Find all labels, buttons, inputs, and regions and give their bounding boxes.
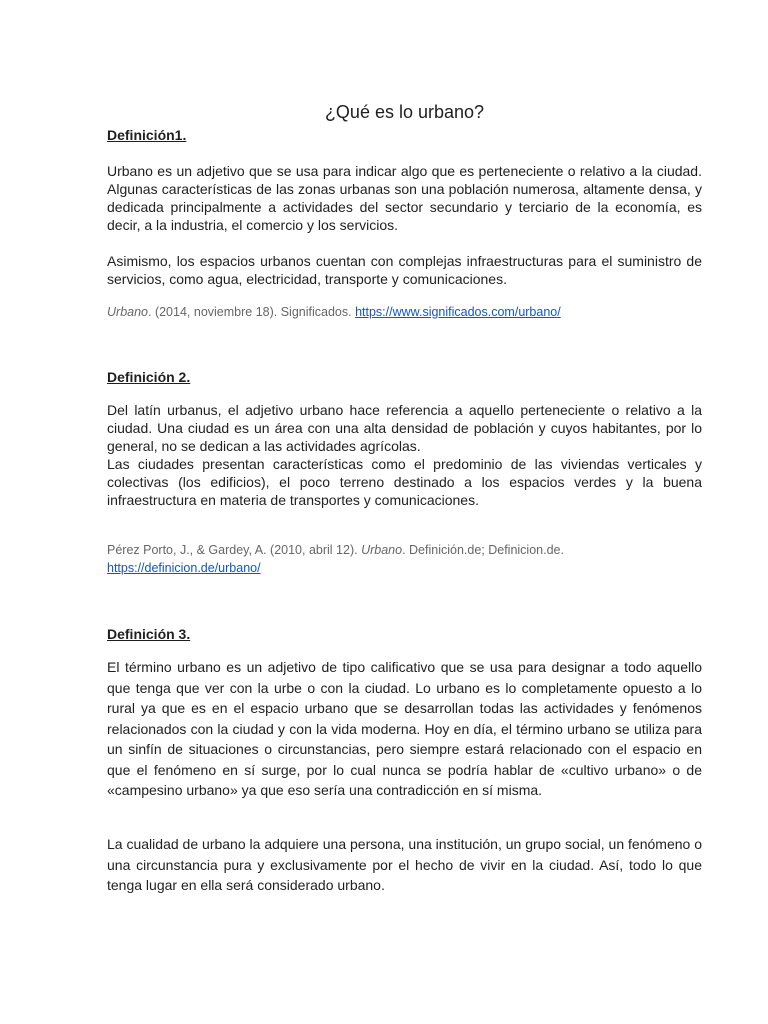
page-title: ¿Qué es lo urbano? [324, 102, 485, 122]
citation-text: . (2014, noviembre 18). Significados. [148, 305, 356, 319]
definition-3-paragraph-2: La cualidad de urbano la adquiere una persona, una institución, un grupo social, un fenómeno o una circunstancia pura y exclusivamente por el hecho de vivir en la ciudad. Así, todo lo que tenga lugar en ella será considerado urbano. [107, 836, 702, 893]
definition-2-citation [107, 541, 702, 577]
definition-2-paragraph-2: Las ciudades presentan características como el predominio de las viviendas verticales y colectivas (los edificios), el poco terreno destinado a los espacios verdes y la buena infraestructura en materia de transportes y comunicaciones. [107, 456, 702, 508]
definition-1-citation [107, 303, 702, 321]
citation-link[interactable]: https://definicion.de/urbano/ [107, 561, 261, 575]
citation-title: Urbano [361, 543, 403, 557]
definition-3-heading: Definición 3. [107, 626, 191, 642]
definition-3-paragraph-1: El término urbano es un adjetivo de tipo calificativo que se usa para designar a todo aquello que tenga que ver con la urbe o con la ciudad. Lo urbano es lo completamente opuesto a lo rural ya que es en el espacio urbano que se desarrollan todas las actividades y fenómenos relacionados con la ciudad y con la vida moderna. Hoy en día, el término urbano se utiliza para un sinfín de situaciones o circunstancias, pero siempre estará relacionado con el espacio en que el fenómeno en sí surge, por lo cual nunca se podría hablar de «cultivo urbano» o de «campesino urbano» ya que eso sería una contradicción en sí misma. [107, 659, 702, 798]
definition-1-heading: Definición1. [107, 127, 187, 143]
definition-1-paragraph-1: Urbano es un adjetivo que se usa para indicar algo que es perteneciente o relativo a la ciudad. Algunas características de las zonas urbanas son una población numerosa, altamente densa, y dedicada principalmente a actividades del sector secundario y terciario de la economía, es decir, a la industria, el comercio y los servicios. [107, 163, 702, 233]
definition-2-heading: Definición 2. [107, 369, 191, 385]
citation-authors: Pérez Porto, J., & Gardey, A. (2010, abril 12). [107, 543, 362, 557]
definition-1-paragraph-2: Asimismo, los espacios urbanos cuentan con complejas infraestructuras para el suministro de servicios, como agua, electricidad, transporte y comunicaciones. [107, 253, 702, 287]
citation-link[interactable]: https://www.significados.com/urbano/ [355, 305, 561, 319]
citation-title: Urbano [107, 305, 148, 319]
definition-2-paragraph-1: Del latín urbanus, el adjetivo urbano hace referencia a aquello perteneciente o relativo a la ciudad. Una ciudad es un área con una alta densidad de población y cuyos habitantes, por lo general, no se dedican a las actividades agrícolas. [107, 402, 702, 454]
citation-source: . Definición.de; Definicion.de. [402, 543, 564, 557]
